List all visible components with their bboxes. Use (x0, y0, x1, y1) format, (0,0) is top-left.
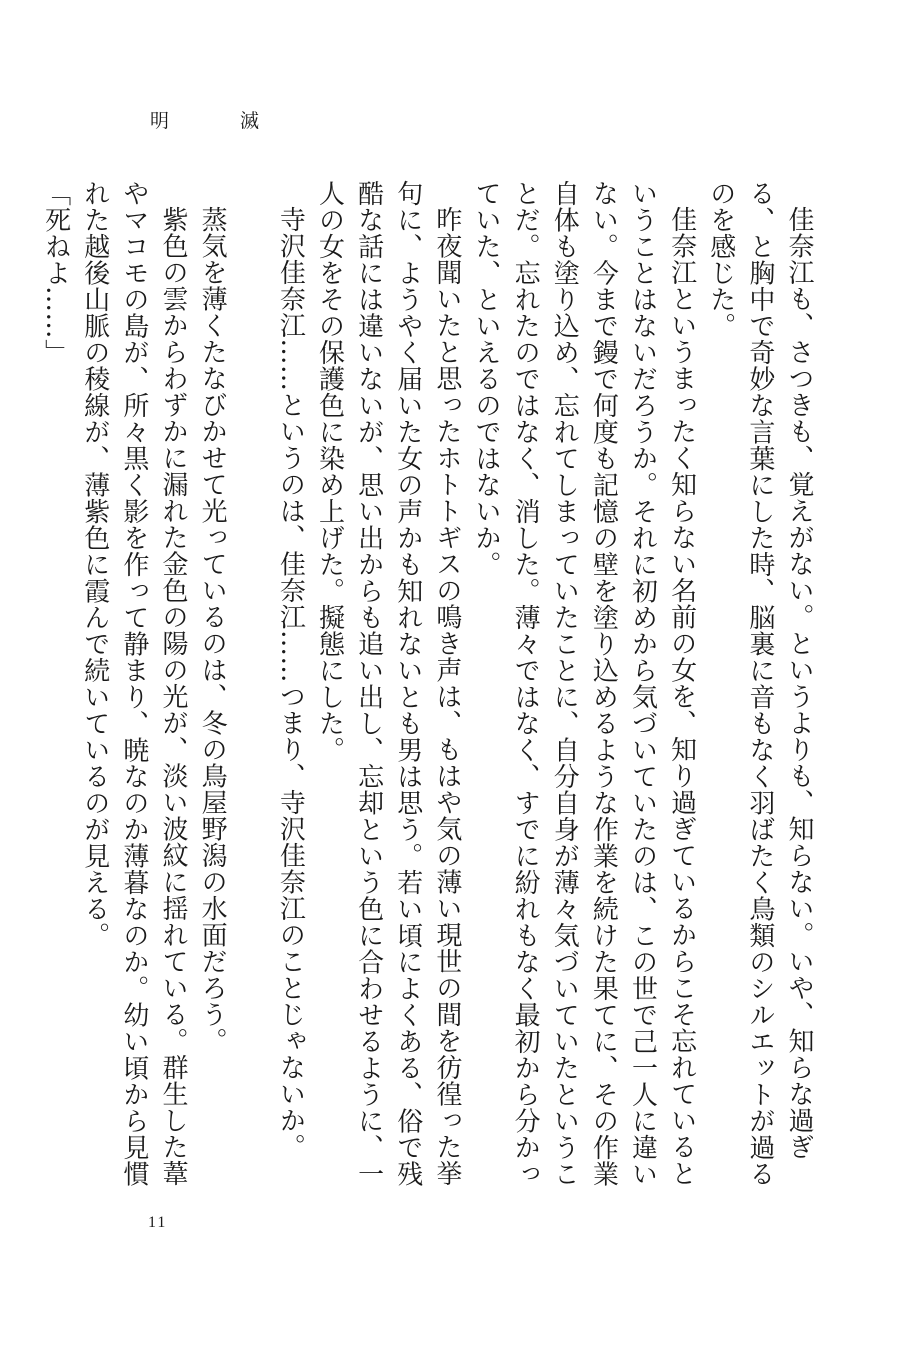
vertical-text-body (40, 180, 818, 1190)
section-break (231, 180, 270, 1190)
paragraph-1: 佳奈江も、さつきも、覚えがない。というよりも、知らない。いや、知らな過ぎる、と胸中で奇妙な言葉にした時、脳裏に音もなく羽ばたく鳥類のシルエットが過るのを感じた。 (705, 180, 814, 1187)
paragraph-4: 寺沢佳奈江……というのは、佳奈江……つまり、寺沢佳奈江のことじゃないか。 (275, 206, 306, 1160)
paragraph-6: 紫色の雲からわずかに漏れた金色の陽の光が、淡い波紋に揺れている。群生した葦やマコモの島が、所々黒く影を作って静まり、暁なのか薄暮なのか。幼い頃から見慣れた越後山脈の稜線が、薄紫色に霞んで続いているのが見える。 (79, 180, 188, 1187)
paragraph-3: 昨夜聞いたと思ったホトトギスの鳴き声は、もはや気の薄い現世の間を彷徨った挙句に、ようやく届いた女の声かも知れないとも男は思う。若い頃によくある、俗で残酷な話には違いないが、思い出からも追い出し、忘却という色に合わせるように、一人の女をその保護色に染め上げた。擬態にした。 (314, 180, 462, 1187)
paragraph-5: 蒸気を薄くたなびかせて光っているのは、冬の鳥屋野潟の水面だろう。 (197, 206, 228, 1054)
paragraph-2: 佳奈江というまったく知らない名前の女を、知り過ぎているからこそ忘れているということはないだろうか。それに初めから気づいていたのは、この世で己一人に違いない。今まで鏝で何度も記憶の壁を塗り込めるような作業を続けた果てに、その作業自体も塗り込め、忘れてしまっていたことに、自分自身が薄々気づいていたということだ。忘れたのではなく、消した。薄々ではなく、すでに紛れもなく最初から分かっていた、といえるのではないか。 (471, 180, 697, 1187)
dialogue-line: 「死ねよ……」 (40, 180, 71, 366)
page-number: 11 (148, 1214, 168, 1231)
running-title: 明 滅 (150, 110, 286, 132)
